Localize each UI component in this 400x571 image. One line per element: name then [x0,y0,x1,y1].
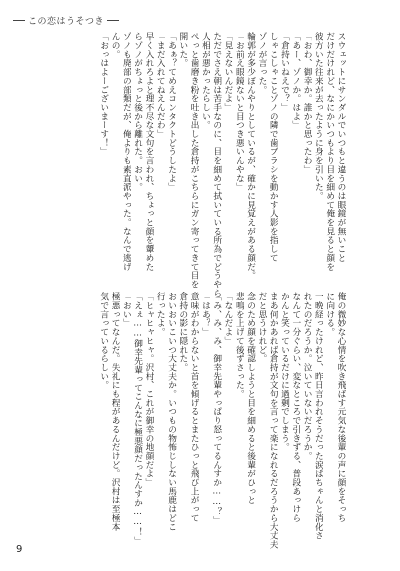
text-line: だと思うけれど。 [256,292,267,363]
header-rule-right [107,20,119,21]
text-line: に向ける。 [324,292,335,337]
text-line: 輪郭が多少ぼんやりとしているが、確かに見覚えがある顔だ。 [245,32,256,280]
text-line: だけだけれど、なにかいつもより目を細めて俺を見ると顔を [324,32,335,271]
text-line: まあ何かあれば倉持が文句を言って楽になれるだろうから大丈夫 [268,292,279,549]
text-line: 人相が悪かったらしい。 [200,32,211,130]
text-line: なんて一分ぐらい、変なところで引きずる、普段あっけら [290,292,301,523]
text-line: 彼方いた往来が去ったように身を引いた。 [313,32,324,201]
text-line: 早く入れろよと理不尽な文句を言われ、ちょっと顔を顰めた [143,32,154,271]
text-line: おいおいこいつ大丈夫か。いつもの物怖じしない馬鹿はどこ [166,292,177,531]
text-line: 「お前え眼鏡ないと目つき悪いんやな」 [234,32,245,192]
text-line: 「見えないんだよ」 [223,32,234,112]
text-line: スウェットにサンダルでいつもと違うのは眼鏡が無いこと [336,32,346,263]
text-line: 「おわ、御幸か。誰かと思ったわ」 [302,32,313,174]
text-line: 俺の微妙な心情を吹き飛ばす元気な後輩の声に顔をそっち [336,292,346,523]
text-line: 「おっはよーございまーす！」 [98,32,109,156]
text-line: 「おい」 [121,292,132,328]
text-line: 「なんだよ」 [223,292,234,346]
text-line: 開いた。 [177,32,188,68]
text-line: 「み、み、み、御幸先輩やっぱり怒ってるんすか……？」 [211,292,222,525]
running-header [10,13,122,27]
text-line: 「まだ入れてねえんだわ」 [155,32,166,139]
text-line: れたのだろうか。泣いていないだろうか。 [302,292,313,461]
text-line: 一晩経ったけれど、昨日言われそうだった涙ぱちゃんと消化さ [313,292,324,540]
text-line: 「ヒャヒャヒャ。沢村、これが御幸の地顔だよ」 [143,292,154,487]
text-line: 「えぇ……御幸先輩ってこんなに極悪顔だったんすか……！」 [132,292,143,545]
text-line: 「はあ？」 [200,292,211,337]
text-line: 念のため顔を確認しようと目を細めると後輩がひっと [245,292,256,505]
header-rule-left [13,20,25,21]
text-line: ゾノも廃部の部類だが、俺よりも素直派やった。なんで逃げ [121,32,132,271]
text-line: んの。 [110,32,121,59]
text-line: 「あぁ？てめえコンタクトどうしたよ」 [166,32,177,192]
header-title: この恋はうそつき [28,16,105,27]
bottom-text-block [97,292,346,549]
text-line: 意味がわからないと首を傾げるとまたひっと飛び上がって [189,292,200,523]
text-line: 倉持の影に隠れた。 [177,292,188,372]
text-line: 「あー、ゾノか。はよ」 [290,32,301,130]
page-number: 9 [16,544,23,555]
top-text-block [97,32,346,298]
text-line: 行ったよ。 [155,292,166,337]
text-line: ゾノが言った。 [256,32,267,94]
text-line: 気で言っているらしい。 [98,292,109,390]
text-line: 悲鳴を上げて後ずさった。 [234,292,245,399]
text-line: ぺっと歯磨き粉を吐き出した倉持がこちらにガン寄ってきて目を [189,32,200,289]
text-line: 極悪ってなんだ。失礼にも程があるんだけど。沢村は至極本 [110,292,121,531]
text-line: しゃこしゃことゾノの隣で歯ブラシを動かす人影を指して [268,32,279,263]
text-line: らゾノがちょっと後から離れた。おい。 [132,32,143,192]
text-line: 「倉持いねえで？」 [279,32,290,112]
text-line: かんと笑っているだけに過剰でしまう。 [279,292,290,452]
text-line: ただでさえ朝は苦手なのに、目を細めて拭いている所為でどうやら [211,32,222,298]
